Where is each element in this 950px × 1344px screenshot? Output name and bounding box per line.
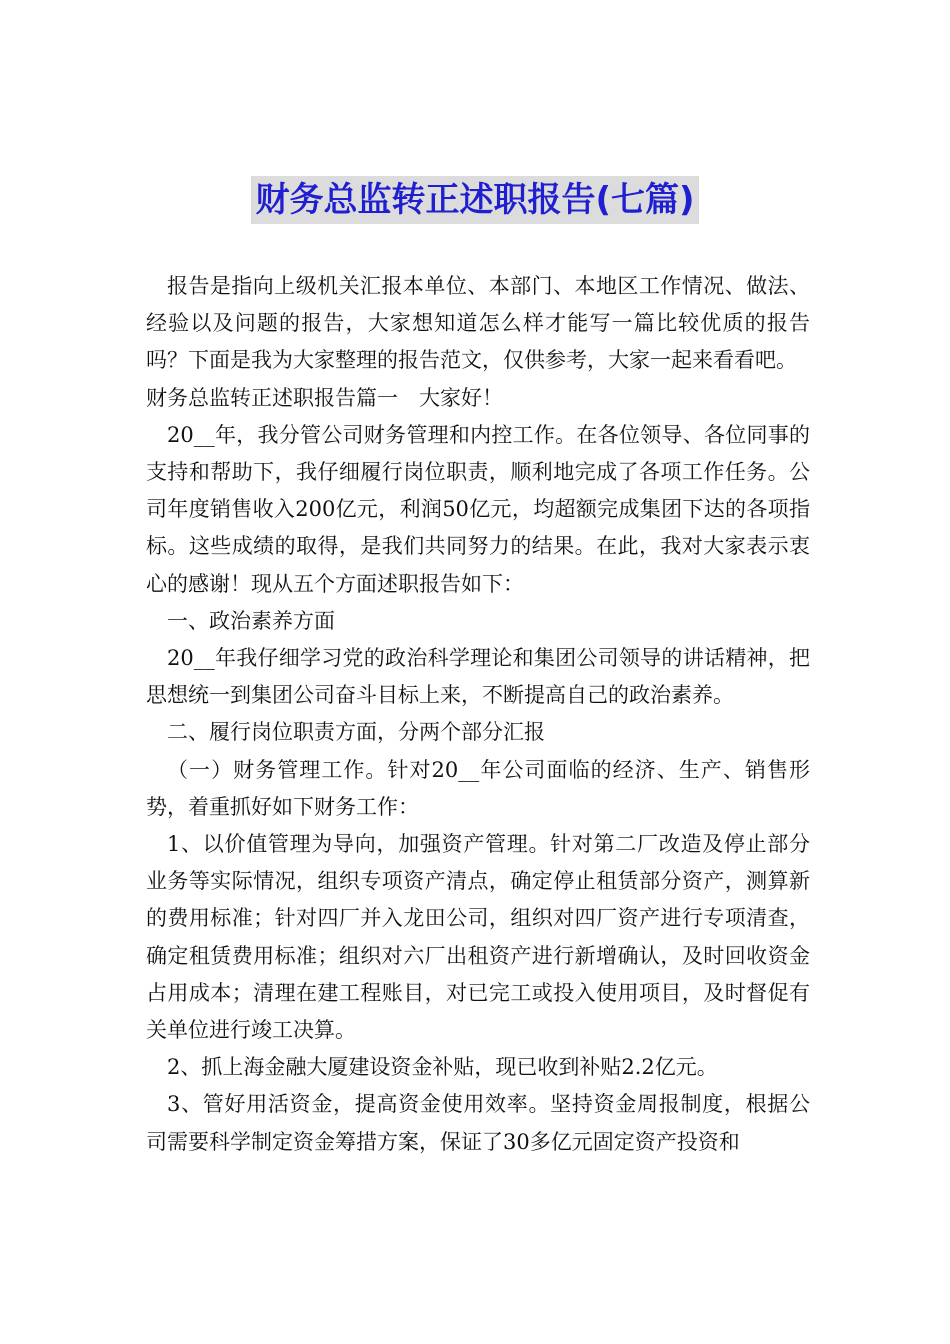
document-title: 财务总监转正述职报告(七篇) (251, 176, 698, 224)
paragraph-item-3: 3、管好用活资金，提高资金使用效率。坚持资金周报制度，根据公司需要科学制定资金筹措方案，保证了30多亿元固定资产投资和 (146, 1092, 810, 1154)
paragraph-item-1: 1、以价值管理为导向，加强资产管理。针对第二厂改造及停止部分业务等实际情况，组织专项资产清点，确定停止租赁部分资产，测算新的费用标准；针对四厂并入龙田公司，组织对四厂资产进行专项清查，确定租赁费用标准；组织对六厂出租资产进行新增确认，及时回收资金占用成本；清理在建工程账目，对已完工或投入使用项目，及时督促有关单位进行竣工决算。 (146, 832, 810, 1043)
paragraph-summary: 20__年，我分管公司财务管理和内控工作。在各位领导、各位同事的支持和帮助下，我仔细履行岗位职责，顺利地完成了各项工作任务。公司年度销售收入200亿元，利润50亿元，均超额完成集团下达的各项指标。这些成绩的取得，是我们共同努力的结果。在此，我对大家表示衷心的感谢！现从五个方面述职报告如下： (146, 422, 810, 596)
paragraph-finance-management: （一）财务管理工作。针对20__年公司面临的经济、生产、销售形势，着重抓好如下财务工作： (146, 757, 810, 819)
paragraph-item-2: 2、抓上海金融大厦建设资金补贴，现已收到补贴2.2亿元。 (167, 1055, 718, 1080)
title-wrap (0, 176, 950, 224)
paragraph-heading-political: 一、政治素养方面 (167, 608, 335, 633)
paragraph-section-heading: 财务总监转正述职报告篇一 大家好！ (146, 385, 503, 410)
paragraph-heading-duties: 二、履行岗位职责方面，分两个部分汇报 (167, 720, 545, 745)
paragraph-intro: 报告是指向上级机关汇报本单位、本部门、本地区工作情况、做法、经验以及问题的报告，大家想知道怎么样才能写一篇比较优质的报告吗？下面是我为大家整理的报告范文，仅供参考，大家一起来看看吧。 (146, 274, 810, 373)
paragraph-political: 20__年我仔细学习党的政治科学理论和集团公司领导的讲话精神，把思想统一到集团公司奋斗目标上来，不断提高自己的政治素养。 (146, 646, 810, 708)
document-body (146, 268, 810, 1161)
